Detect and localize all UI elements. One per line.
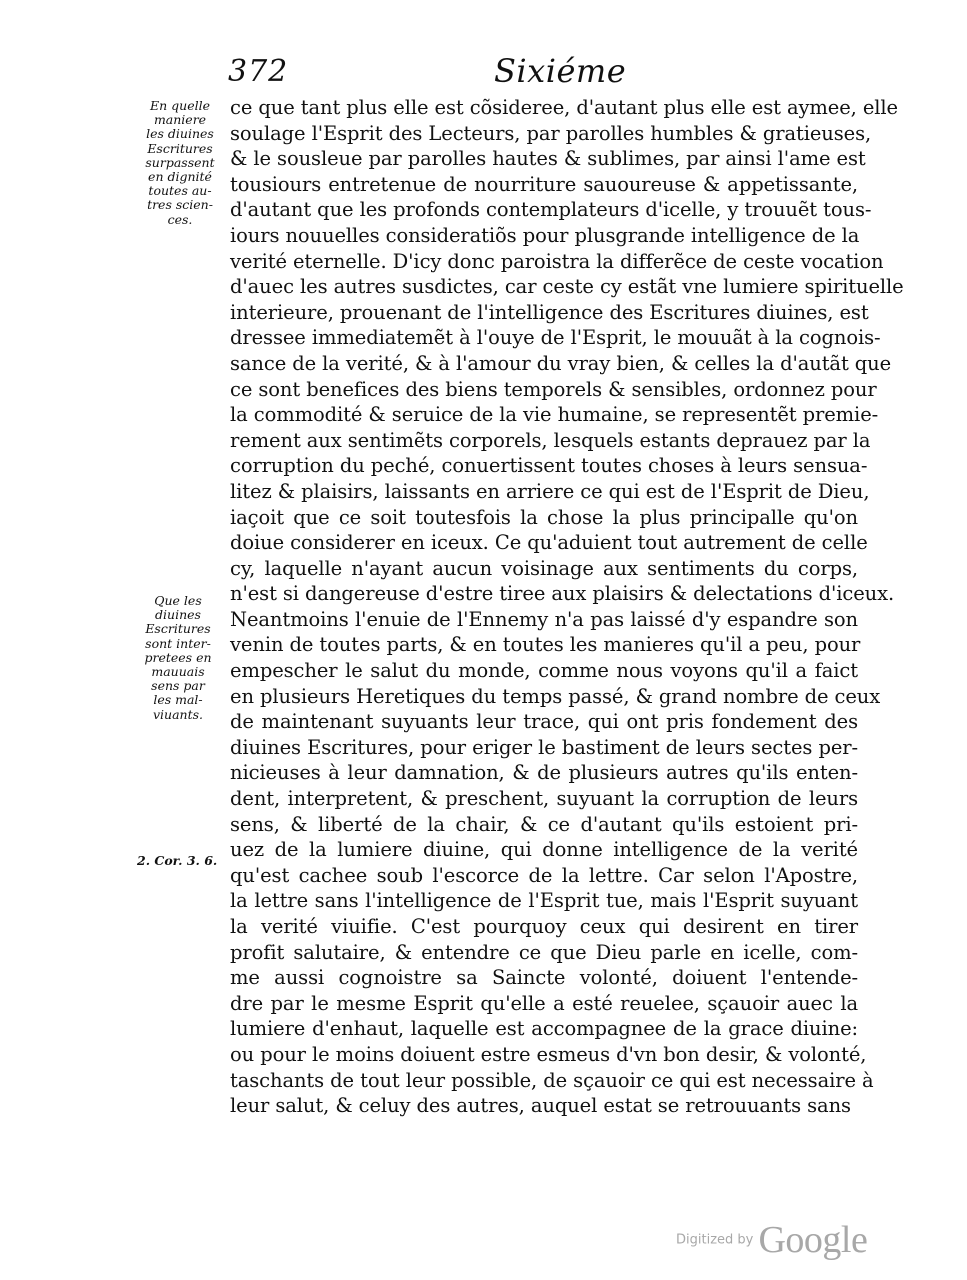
text-line: nicieuses à leur damnation, & de plusieurs autres qu'ils enten-: [230, 761, 858, 785]
watermark-brand: Google: [758, 1219, 868, 1261]
text-line: diuines Escritures, pour eriger le bastiment de leurs sectes per-: [230, 735, 858, 759]
margin-note-line: viuants.: [152, 706, 204, 722]
text-line: ce sont benefices des biens temporels & sensibles, ordonnez pour: [230, 377, 877, 401]
margin-note-line: les diuines: [146, 126, 214, 142]
text-line: sens, & liberté de la chair, & ce d'autant qu'ils estoient pri-: [230, 812, 858, 836]
text-line: Neantmoins l'enuie de l'Ennemy n'a pas laissé d'y espandre son: [230, 607, 858, 631]
margin-note-line: maniere: [153, 112, 207, 128]
text-line: me aussi cognoistre sa Saincte volonté, doiuent l'entende-: [230, 966, 858, 990]
text-line: dent, interpretent, & preschent, suyuant la corruption de leurs: [230, 787, 858, 811]
margin-note-line: diuines: [155, 607, 201, 623]
margin-note-line: Escritures: [145, 621, 211, 637]
text-line: litez & plaisirs, laissants en arriere ce qui est de l'Esprit de Dieu,: [230, 479, 870, 503]
margin-note-citation: 2. Cor. 3. 6.: [137, 853, 218, 868]
text-line: lumiere d'enhaut, laquelle est accompagnee de la grace diuine:: [230, 1017, 858, 1041]
text-line: soulage l'Esprit des Lecteurs, par parolles humbles & gratieuses,: [230, 121, 872, 145]
margin-note-line: en dignité: [148, 169, 212, 185]
text-line: taschants de tout leur possible, de sçauoir ce qui est necessaire à: [230, 1068, 874, 1092]
text-line: dre par le mesme Esprit qu'elle a esté reuelee, sçauoir auec la: [230, 991, 858, 1015]
text-line: empescher le salut du monde, comme nous voyons qu'il a faict: [230, 659, 858, 683]
margin-note-line: Escritures: [147, 140, 213, 156]
text-line: la lettre sans l'intelligence de l'Esprit tue, mais l'Esprit suyuant: [230, 889, 858, 913]
text-line: en plusieurs Heretiques du temps passé, & grand nombre de ceux: [230, 684, 881, 708]
text-line: dressee immediatemẽt à l'ouye de l'Esprit, le mouuãt à la cognois-: [230, 326, 881, 350]
margin-note-line: toutes au-: [148, 183, 212, 199]
margin-note-line: En quelle: [150, 98, 210, 113]
text-line: corruption du peché, conuertissent toutes choses à leurs sensua-: [230, 454, 868, 478]
margin-note-line: pretees en: [144, 649, 212, 665]
margin-note-line: les mal-: [153, 692, 203, 708]
text-line: uez de la lumiere diuine, qui donne intelligence de la verité: [230, 838, 858, 862]
text-line: la verité viuifie. C'est pourquoy ceux qui desirent en tirer: [230, 915, 858, 938]
text-line: iours nouuelles consideratiõs pour plusgrande intelligence de la: [230, 223, 860, 247]
margin-note-line: tres scien-: [147, 197, 213, 213]
text-line: la commodité & seruice de la vie humaine, se representẽt premie-: [230, 403, 879, 427]
text-line: iaçoit que ce soit toutesfois la chose la plus principalle qu'on: [230, 505, 858, 529]
margin-note-line: surpassent: [145, 154, 215, 170]
digitized-watermark: [676, 1218, 876, 1261]
watermark-prefix: Digitized by: [676, 1232, 754, 1248]
text-line: & le sousleue par parolles hautes & sublimes, par ainsi l'ame est: [230, 147, 866, 171]
text-line: d'auec les autres susdictes, car ceste cy estãt vne lumiere spirituelle: [230, 275, 904, 299]
text-line: leur salut, & celuy des autres, auquel estat se retrouuants sans: [230, 1094, 851, 1118]
text-line: de maintenant suyuants leur trace, qui ont pris fondement des: [230, 710, 858, 734]
text-line: ce que tant plus elle est cõsideree, d'autant plus elle est aymee, elle: [230, 96, 899, 119]
text-line: verité eternelle. D'icy donc paroistra la differẽce de ceste vocation: [230, 249, 884, 273]
text-line: ou pour le moins doiuent estre esmeus d'vn bon desir, & volonté,: [230, 1042, 867, 1066]
text-line: doiue considerer en iceux. Ce qu'aduient tout autrement de celle: [230, 531, 868, 555]
margin-note-line: sens par: [151, 678, 205, 694]
text-line: rement aux sentimẽts corporels, lesquels estants deprauez par la: [230, 428, 871, 452]
running-head: Sixiéme: [494, 52, 627, 90]
text-line: d'autant que les profonds contemplateurs d'icelle, y trouuẽt tous-: [230, 198, 872, 222]
text-line: qu'est cachee soub l'escorce de la lettre. Car selon l'Apostre,: [230, 863, 858, 887]
text-line: n'est si dangereuse d'estre tiree aux plaisirs & delectations d'iceux.: [230, 582, 895, 606]
text-line: cy, laquelle n'ayant aucun voisinage aux sentiments du corps,: [230, 556, 858, 580]
page-number: 372: [228, 54, 289, 89]
text-line: sance de la verité, & à l'amour du vray bien, & celles la d'autãt que: [230, 351, 892, 375]
margin-note-line: sont inter-: [145, 635, 211, 651]
margin-note-line: Que les: [154, 593, 202, 608]
margin-note-misinterpretation: [128, 594, 228, 722]
margin-note-dignity: [130, 99, 230, 227]
margin-note-line: ces.: [167, 211, 193, 227]
margin-note-line: mauuais: [151, 664, 205, 680]
body-text: [230, 95, 904, 1119]
text-line: profit salutaire, & entendre ce que Dieu parle en icelle, com-: [230, 940, 858, 964]
text-line: tousiours entretenue de nourriture sauoureuse & appetissante,: [230, 172, 858, 196]
text-line: venin de toutes parts, & en toutes les manieres qu'il a peu, pour: [230, 633, 861, 657]
text-line: interieure, prouenant de l'intelligence des Escritures diuines, est: [230, 300, 869, 324]
